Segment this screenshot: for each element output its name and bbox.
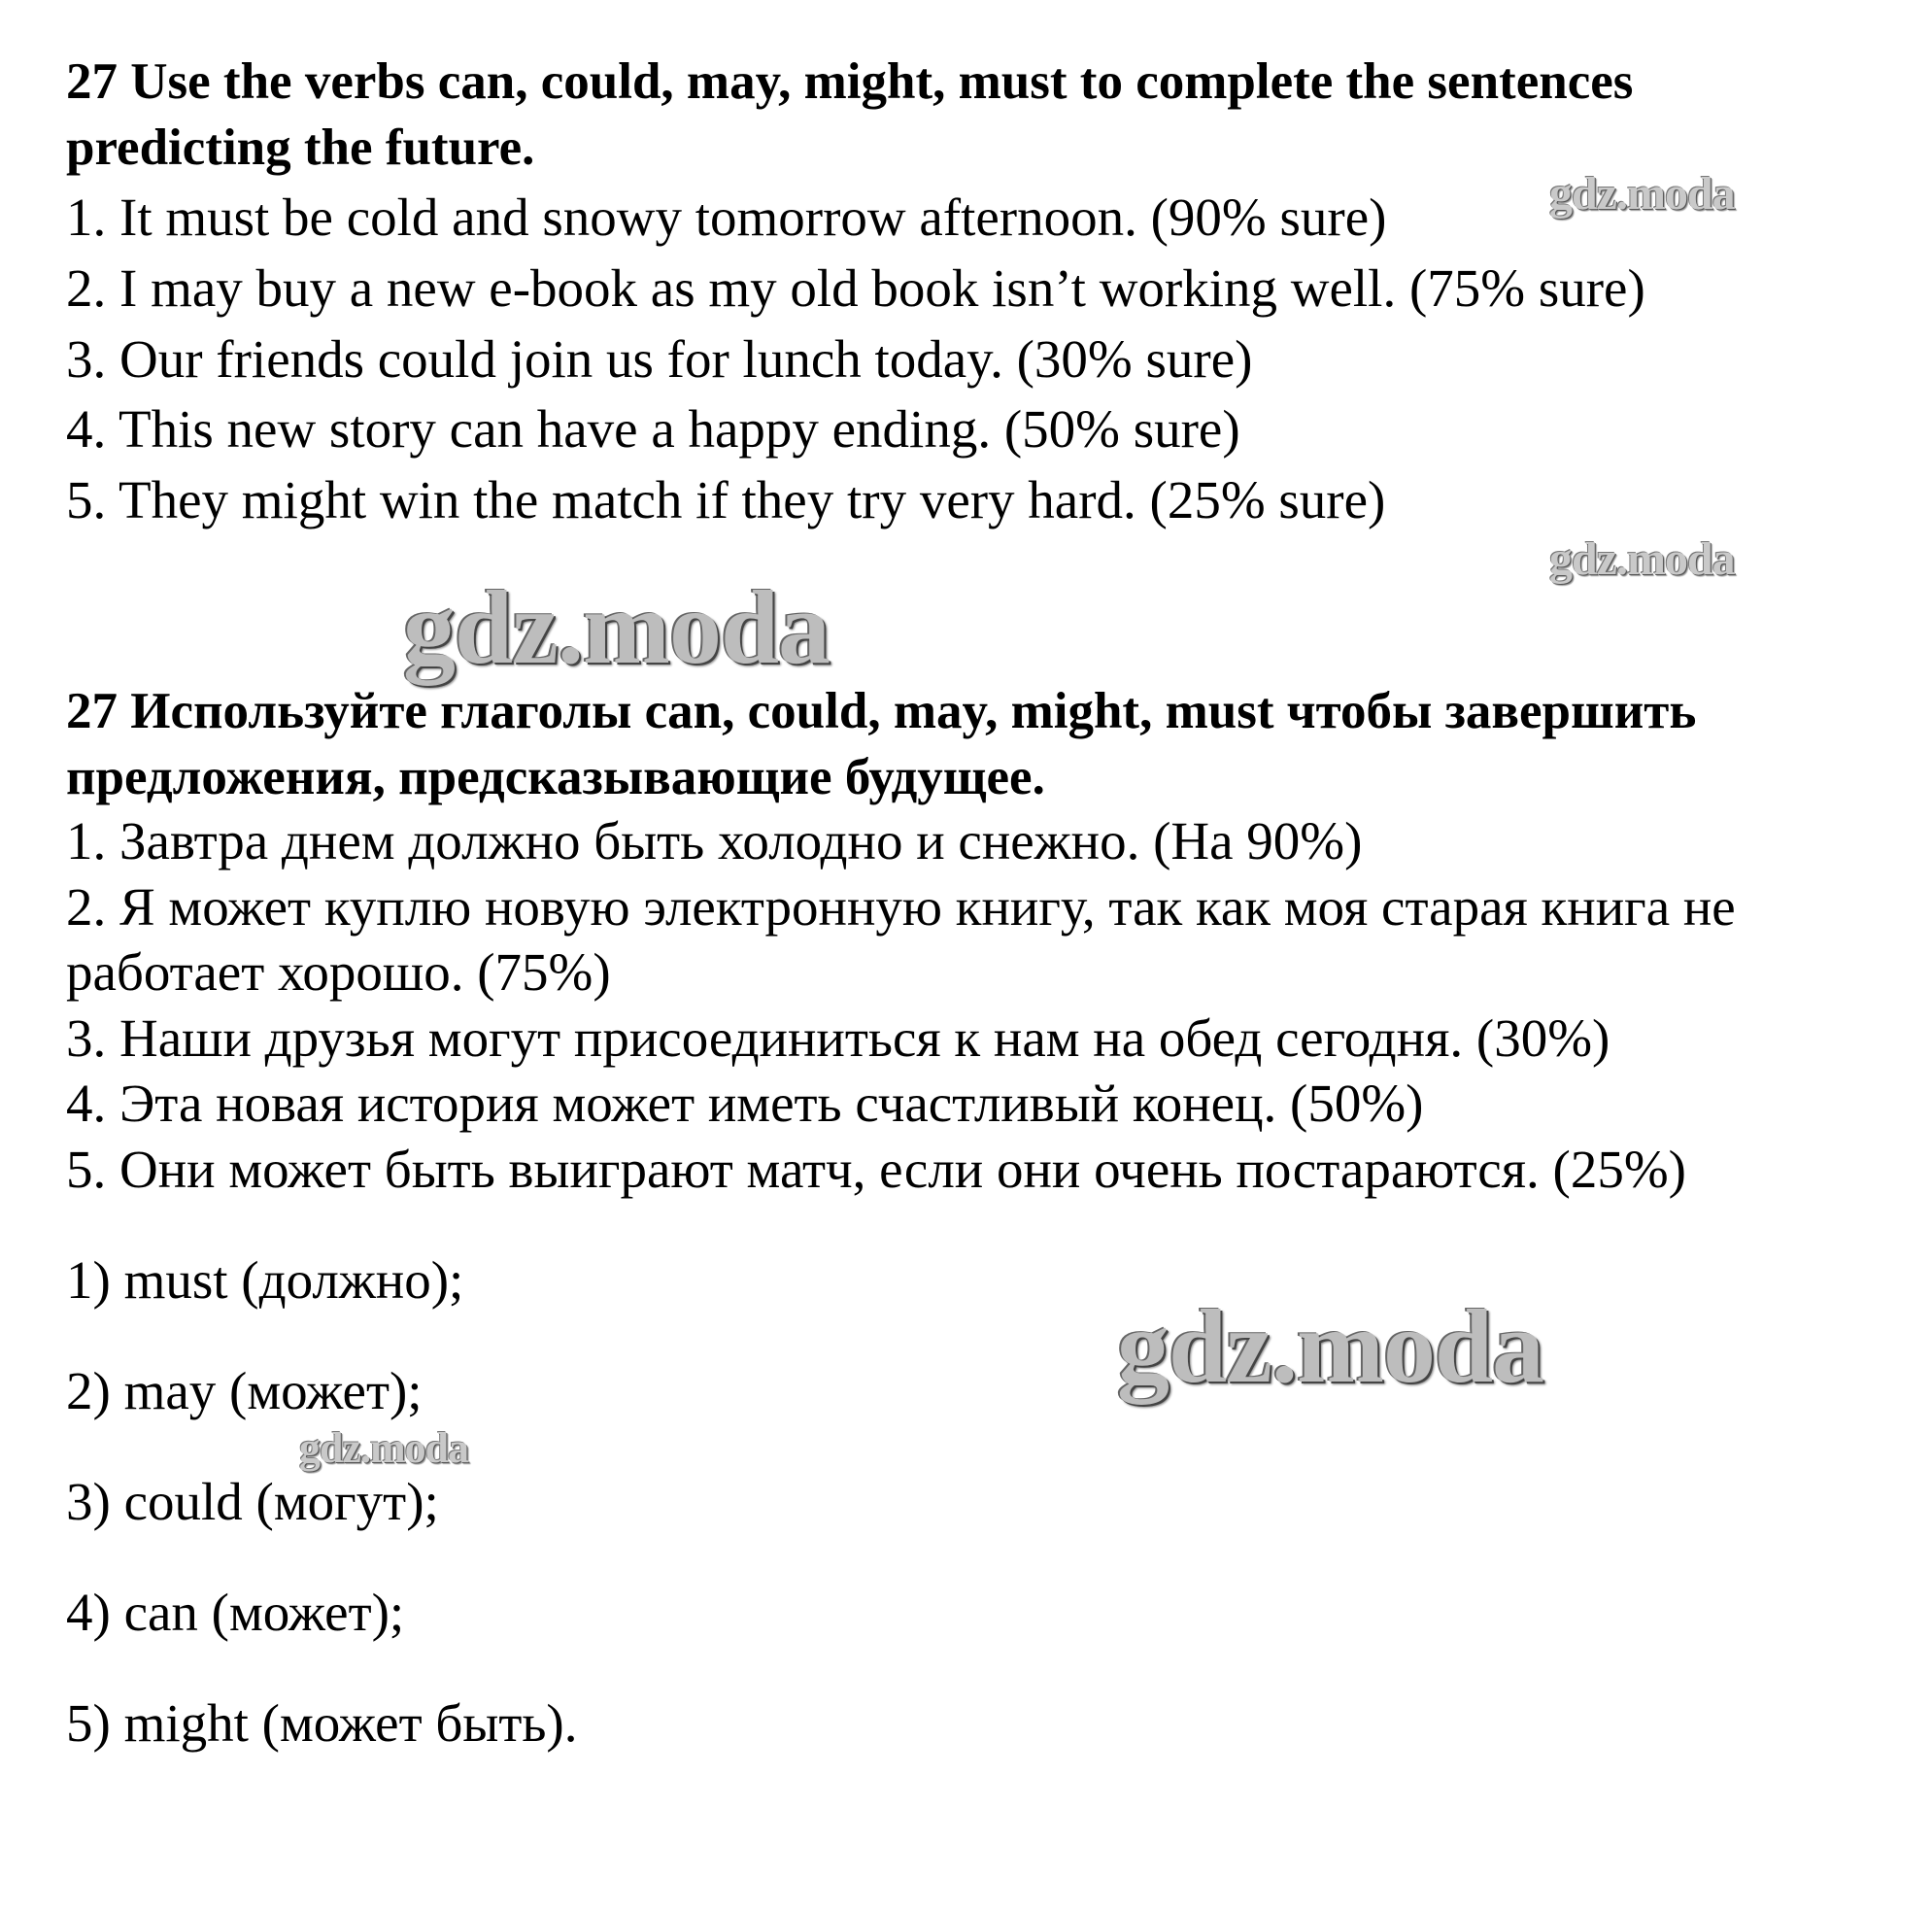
russian-sentence-4: 4. Эта новая история может иметь счастливый конец. (50%) xyxy=(66,1074,1424,1133)
watermark-small-answers: gdz.moda xyxy=(299,1424,469,1472)
russian-sentence-5: 5. Они может быть выиграют матч, если они очень постараются. (25%) xyxy=(66,1140,1686,1199)
english-heading-line-2: predicting the future. xyxy=(66,119,535,176)
russian-sentence-2: 2. Я может куплю новую электронную книгу, так как моя старая книга не xyxy=(66,877,1736,937)
russian-sentence-3: 3. Наши друзья могут присоединиться к нам на обед сегодня. (30%) xyxy=(66,1008,1610,1068)
english-sentence-4: 4. This new story can have a happy ending. (50% sure) xyxy=(66,399,1240,459)
answer-3: 3) could (могут); xyxy=(66,1472,439,1531)
english-sentence-3: 3. Our friends could join us for lunch today. (30% sure) xyxy=(66,329,1253,389)
answer-5: 5) might (может быть). xyxy=(66,1693,578,1753)
russian-sentence-2-cont: работает хорошо. (75%) xyxy=(66,942,611,1002)
watermark-large-left: gdz.moda xyxy=(403,570,830,686)
answer-2: 2) may (может); xyxy=(66,1361,423,1420)
watermark-top-right: gdz.moda xyxy=(1549,168,1735,220)
answer-1: 1) must (должно); xyxy=(66,1250,464,1310)
watermark-large-right: gdz.moda xyxy=(1117,1289,1544,1405)
russian-sentence-1: 1. Завтра днем должно быть холодно и снежно. (На 90%) xyxy=(66,811,1363,870)
english-sentence-5: 5. They might win the match if they try very hard. (25% sure) xyxy=(66,470,1386,529)
russian-heading-line-2: предложения, предсказывающие будущее. xyxy=(66,749,1045,805)
english-sentence-2: 2. I may buy a new e-book as my old book isn’t working well. (75% sure) xyxy=(66,258,1645,318)
english-sentence-1: 1. It must be cold and snowy tomorrow afternoon. (90% sure) xyxy=(66,188,1387,247)
russian-heading-line-1: 27 Используйте глаголы can, could, may, might, must чтобы завершить xyxy=(66,683,1697,739)
answer-4: 4) can (может); xyxy=(66,1583,405,1642)
watermark-mid-right: gdz.moda xyxy=(1549,533,1735,585)
english-heading-line-1: 27 Use the verbs can, could, may, might, must to complete the sentences xyxy=(66,53,1634,110)
